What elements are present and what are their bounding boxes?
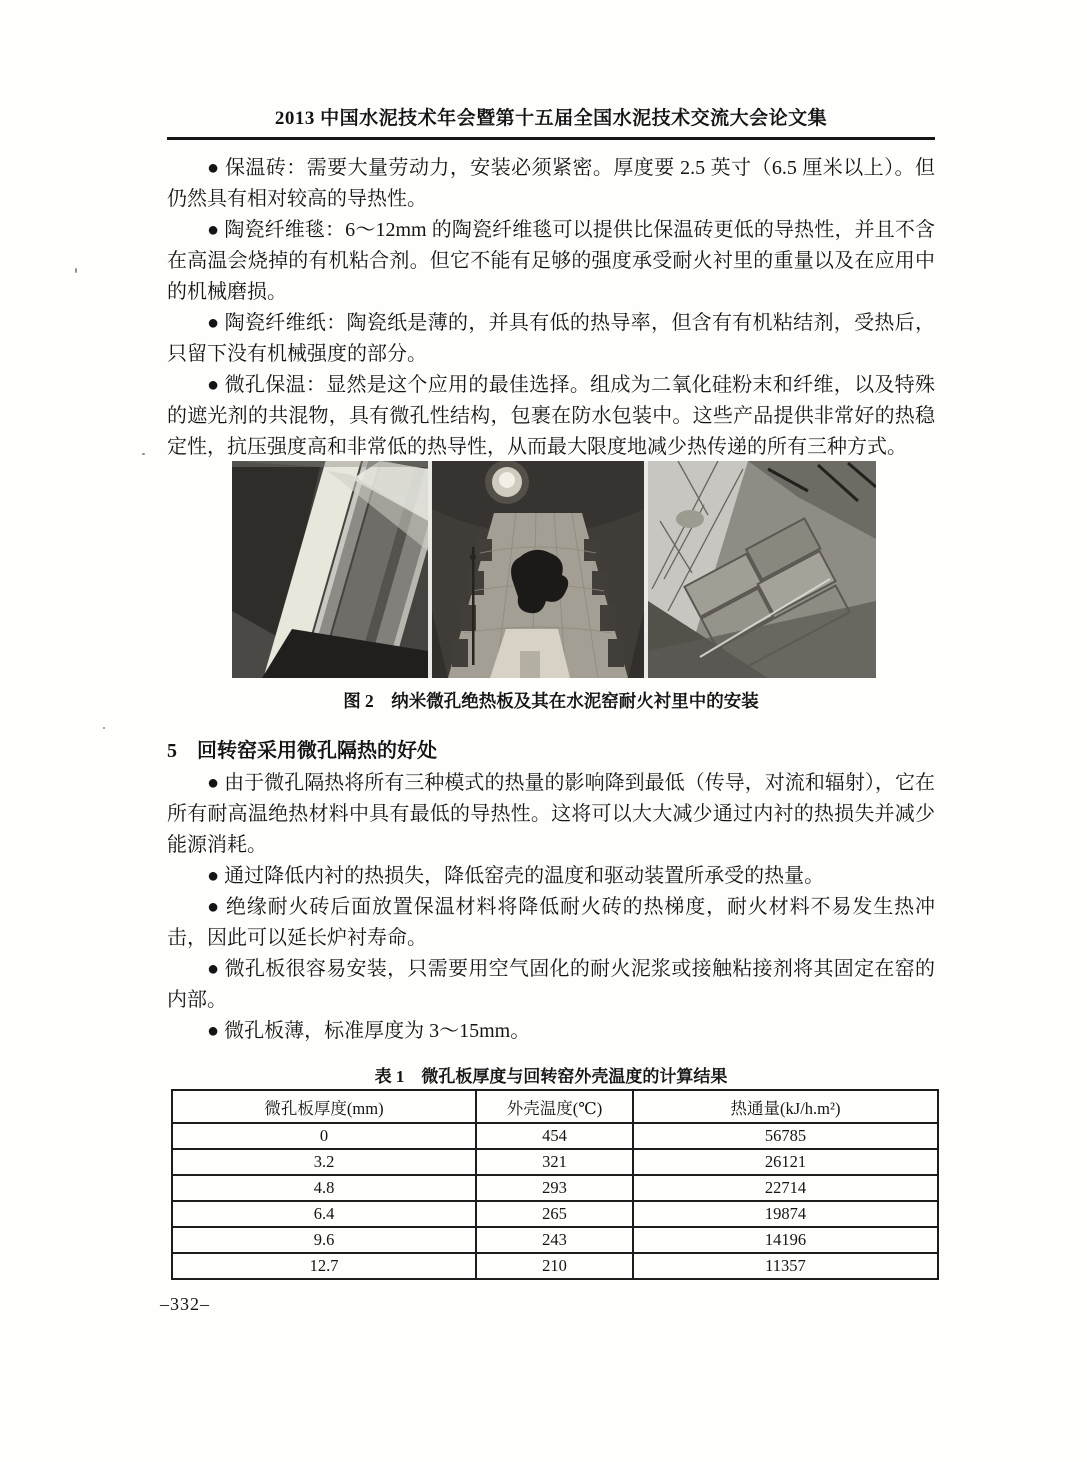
cell-shell-temp: 321: [476, 1149, 633, 1175]
cell-thickness: 6.4: [172, 1201, 476, 1227]
paragraph-three-modes: ● 由于微孔隔热将所有三种模式的热量的影响降到最低（传导，对流和辐射），它在所有耐高温绝热材料中具有最低的导热性。这将可以大大减少通过内衬的热损失并减少能源消耗。: [167, 772, 935, 856]
table-row: [172, 1175, 938, 1201]
table-title: 表 1 微孔板厚度与回转窑外壳温度的计算结果: [374, 1067, 728, 1086]
paragraph-easy-install: ● 微孔板很容易安装，只需要用空气固化的耐火泥浆或接触粘接剂将其固定在窑的内部。: [167, 958, 935, 1011]
paragraph-ceramic-blanket: ● 陶瓷纤维毯：6～12mm 的陶瓷纤维毯可以提供比保温砖更低的导热性，并且不含在高温会烧掉的有机粘合剂。但它不能有足够的强度承受耐火衬里的重量以及在应用中的机械磨损。: [167, 219, 935, 303]
section-heading: 5 回转窑采用微孔隔热的好处: [167, 740, 437, 762]
cell-heat-flux: 56785: [633, 1123, 938, 1149]
col-header-heat-flux: 热通量(kJ/h.m²): [633, 1090, 938, 1123]
paragraph-ceramic-paper: ● 陶瓷纤维纸：陶瓷纸是薄的，并具有低的热导率，但含有有机粘结剂，受热后，只留下没有机械强度的部分。: [167, 312, 935, 365]
table-header-row: [172, 1090, 938, 1123]
scan-speck: [142, 453, 145, 455]
figure-2-photos: [232, 461, 876, 678]
scan-speck: [75, 268, 77, 273]
insulation-boards-photo: [232, 461, 428, 678]
paragraph-thermal-shock: ● 绝缘耐火砖后面放置保温材料将降低耐火砖的热梯度，耐火材料不易发生热冲击，因此可以延长炉衬寿命。: [167, 896, 935, 949]
results-table: [171, 1089, 939, 1280]
page-number: –332–: [160, 1294, 210, 1314]
cell-shell-temp: 293: [476, 1175, 633, 1201]
cell-thickness: 4.8: [172, 1175, 476, 1201]
paragraph-shell-temp: ● 通过降低内衬的热损失，降低窑壳的温度和驱动装置所承受的热量。: [207, 865, 825, 887]
cell-heat-flux: 11357: [633, 1253, 938, 1279]
col-header-shell-temp: 外壳温度(℃): [476, 1090, 633, 1123]
paragraph-insulating-brick: ● 保温砖：需要大量劳动力，安装必须紧密。厚度要 2.5 英寸（6.5 厘米以上）。但仍然具有相对较高的导热性。: [167, 157, 935, 210]
cell-thickness: 12.7: [172, 1253, 476, 1279]
cell-shell-temp: 210: [476, 1253, 633, 1279]
cell-heat-flux: 14196: [633, 1227, 938, 1253]
bullet-list-materials: [167, 153, 935, 463]
col-header-thickness: 微孔板厚度(mm): [172, 1090, 476, 1123]
brick-lining-photo: [648, 461, 876, 678]
cell-shell-temp: 454: [476, 1123, 633, 1149]
header-rule: [167, 137, 935, 140]
table-row: [172, 1201, 938, 1227]
cell-shell-temp: 265: [476, 1201, 633, 1227]
kiln-interior-photo: [432, 461, 644, 678]
table-row: [172, 1149, 938, 1175]
cell-shell-temp: 243: [476, 1227, 633, 1253]
running-header: 2013 中国水泥技术年会暨第十五届全国水泥技术交流大会论文集: [274, 108, 828, 129]
cell-thickness: 0: [172, 1123, 476, 1149]
table-row: [172, 1253, 938, 1279]
bullet-list-benefits: [167, 768, 935, 1047]
table-row: [172, 1227, 938, 1253]
cell-heat-flux: 19874: [633, 1201, 938, 1227]
table-row: [172, 1123, 938, 1149]
figure-caption: 图 2 纳米微孔绝热板及其在水泥窑耐火衬里中的安装: [343, 691, 759, 711]
paragraph-microporous: ● 微孔保温：显然是这个应用的最佳选择。组成为二氧化硅粉末和纤维，以及特殊的遮光剂的共混物，具有微孔性结构，包裹在防水包装中。这些产品提供非常好的热稳定性，抗压强度高和非常低的热导性，从而最大限度地减少热传递的所有三种方式。: [167, 374, 935, 458]
cell-heat-flux: 26121: [633, 1149, 938, 1175]
scan-speck: [103, 727, 105, 729]
cell-heat-flux: 22714: [633, 1175, 938, 1201]
cell-thickness: 9.6: [172, 1227, 476, 1253]
paragraph-thin-board: ● 微孔板薄，标准厚度为 3～15mm。: [207, 1020, 531, 1042]
cell-thickness: 3.2: [172, 1149, 476, 1175]
